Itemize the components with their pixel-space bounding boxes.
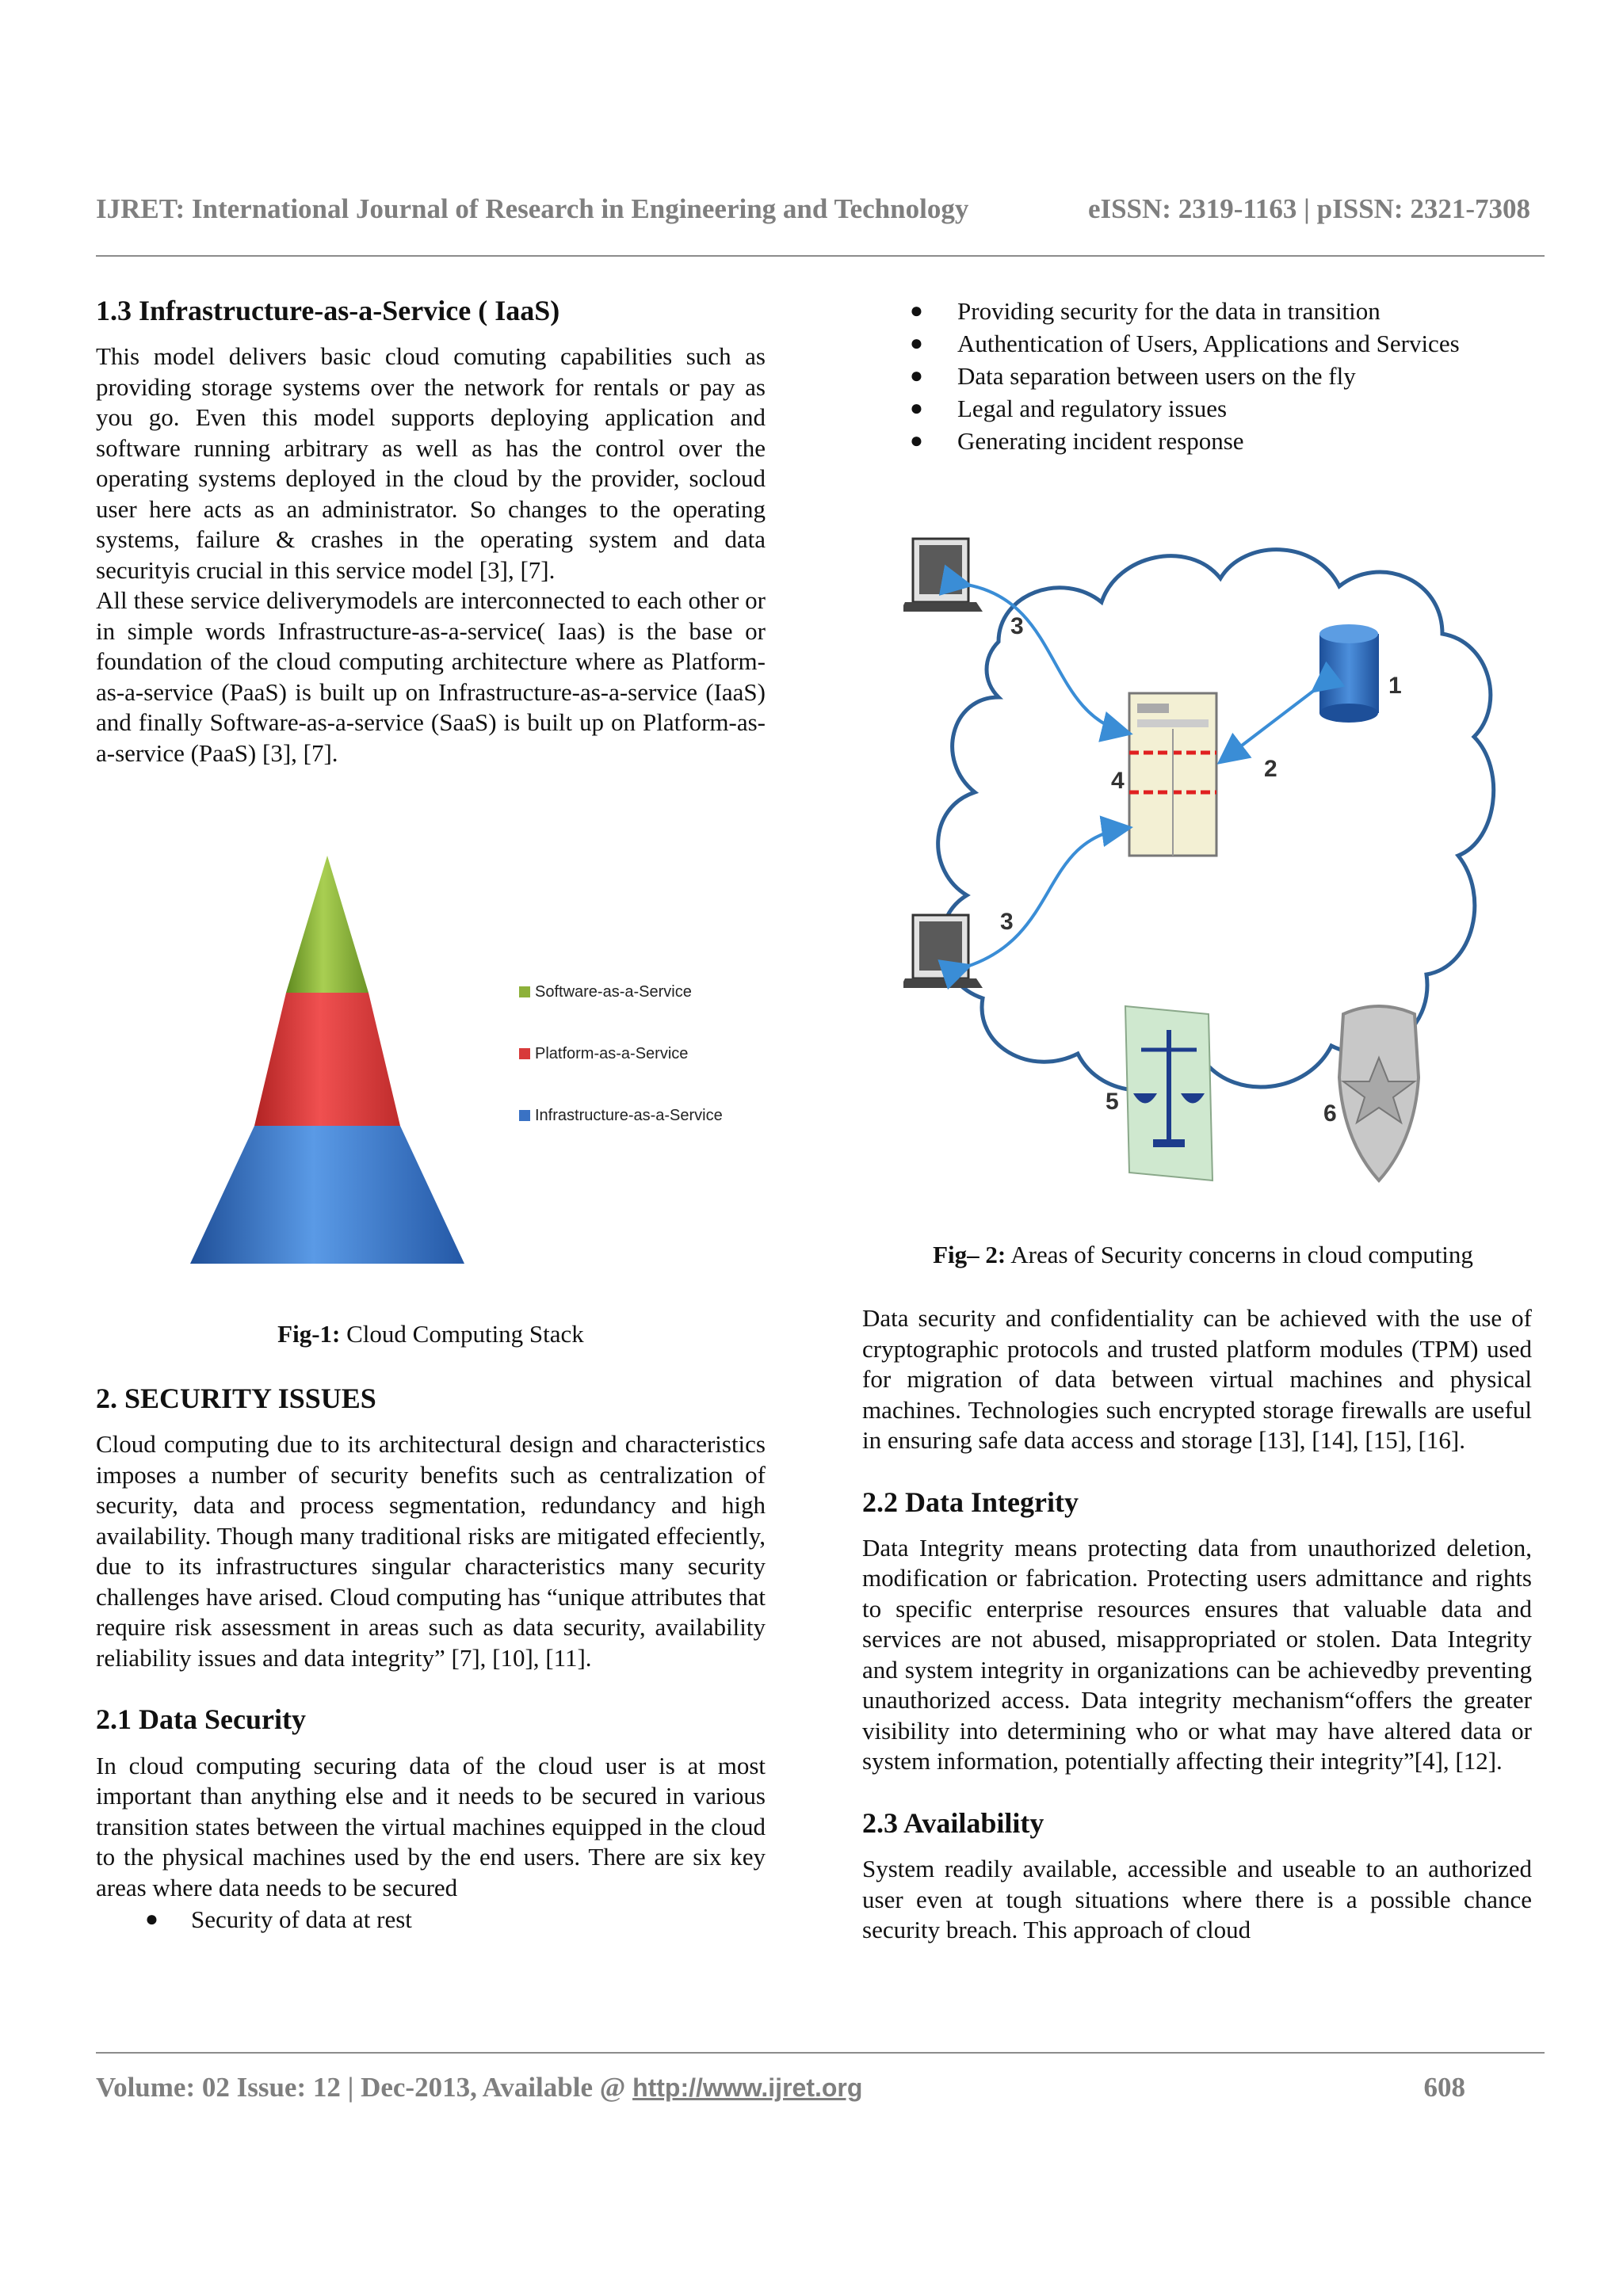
key-areas-list-right [862,295,1544,457]
legend-label: Infrastructure-as-a-Service [535,1107,723,1124]
journal-link[interactable]: http://www.ijret.org [632,2073,863,2102]
saas-layer [286,856,369,993]
legend-item-paas [519,1044,723,1063]
issn: eISSN: 2319-1163 | pISSN: 2321-7308 [1087,193,1530,224]
list-item: ● Data separation between users on the fly [910,362,1356,390]
section-2-1-paragraph: In cloud computing securing data of the cloud user is at most important than anything else and it needs to be secured in various transition states between the virtual machines equipped in the cloud to the physical machines used by the end users. There are six key areas where data needs to be secured [96,1751,766,1901]
laptop-icon [903,915,983,988]
section-2-title: 2. SECURITY ISSUES [96,1383,376,1414]
left-column-bottom [96,1383,766,1936]
cloud-security-diagram [903,523,1506,1204]
iaas-layer [190,1126,464,1264]
running-footer [96,2072,1465,2103]
label-4: 4 [1111,768,1125,794]
list-item: ● Providing security for the data in transition [910,297,1381,325]
list-item: ● Authentication of Users, Applications and Services [910,330,1460,357]
figure-1 [178,852,733,1272]
caption-text: Areas of Security concerns in cloud computing [1006,1241,1473,1268]
arrow-laptop-server [967,828,1127,967]
volume-info: Volume: 02 Issue: 12 | Dec-2013, Available @ [96,2072,633,2103]
section-1-3-title: 1.3 Infrastructure-as-a-Service ( IaaS) [96,295,560,326]
label-5: 5 [1106,1089,1119,1115]
footer-rule [96,2052,1545,2054]
label-3-top: 3 [1010,613,1024,639]
journal-title: IJRET: International Journal of Research in Engineering and Technology [96,193,969,224]
running-header [96,193,1530,225]
section-2-2-paragraph: Data Integrity means protecting data from unauthorized deletion, modification or fabrication. Protecting users admittance and rights to specific enterprise resources ensures that valuable data and services are not abused, misappropriated or stolen. Data Integrity and system integrity in organizations can be achievedby preventing unauthorized access. Data integrity mechanism“offers the greater visibility into determining who or what may have altered data or system information, potentially affecting their integrity”[4], [12]. [862,1533,1532,1775]
arrow-laptop-server [967,585,1127,733]
badge-icon [1339,1006,1419,1180]
arrow-server-database [1222,689,1316,761]
figure-1-caption [96,1319,766,1348]
right-column-top [862,295,1544,457]
label-3-bottom: 3 [1000,909,1014,935]
label-6: 6 [1323,1100,1337,1127]
key-areas-list-left [96,1903,766,1936]
page-number: 608 [1423,2072,1465,2103]
database-icon [1319,624,1379,723]
left-column-top [96,295,766,769]
label-2: 2 [1264,756,1277,782]
paas-layer [254,993,400,1126]
list-item: ● Legal and regulatory issues [910,395,1228,422]
right-column-bottom [862,1303,1532,1946]
list-item: ● Generating incident response [910,427,1244,455]
legend-swatch [519,1048,530,1059]
server-icon [1129,693,1216,856]
laptop-icon [903,539,983,612]
legal-scales-icon [1125,1006,1212,1180]
figure-1-legend [519,982,723,1125]
legend-swatch [519,1110,530,1121]
section-1-3-paragraph-2: All these service deliverymodels are interconnected to each other or in simple words Infrastructure-as-a-service( Iaas) is the base or foundation of the cloud computing architecture where as Platform-as-a-service (PaaS) is built up on Infrastructure-as-a-service (IaaS) and finally Software-as-a-service (SaaS) is built up on Platform-as-a-service (PaaS) [3], [7]. [96,586,766,767]
legend-label: Software-as-a-Service [535,983,692,1001]
section-2-paragraph: Cloud computing due to its architectural design and characteristics imposes a number of security benefits such as centralization of security, data and process segmentation, redundancy and high availability. Though many traditional risks are mitigated effeciently, due to its infrastructures singular characteristics many security challenges have arised. Cloud computing has “unique attributes that require risk assessment in areas such as data security, availability reliability issues and data integrity” [7], [10], [11]. [96,1430,766,1672]
header-rule [96,255,1545,257]
caption-label: Fig– 2: [933,1241,1006,1268]
section-2-3-paragraph: System readily available, accessible and useable to an authorized user even at tough situations where there is a possible chance security breach. This approach of cloud [862,1855,1532,1944]
section-1-3-paragraph-1: This model delivers basic cloud comuting capabilities such as providing storage systems over the network for rentals or pay as you go. Even this model supports deploying application and software running arbitrary as well as has the control over the operating systems deployed in the cloud by the provider, socloud user here acts as an administrator. So changes to the operating systems, failure & crashes in the operating system and data securityis crucial in this service model [3], [7]. [96,342,766,584]
figure-2-caption [862,1240,1544,1269]
legend-swatch [519,986,530,997]
confidentiality-paragraph: Data security and confidentiality can be achieved with the use of cryptographic protocols and trusted platform modules (TPM) used for migration of data between virtual machines and physical machines. Technologies such encrypted storage firewalls are useful in ensuring safe data access and storage [13], [14], [15], [16]. [862,1304,1532,1454]
section-2-3-title: 2.3 Availability [862,1806,1044,1839]
legend-item-iaas [519,1106,723,1125]
legend-item-saas [519,982,723,1001]
label-1: 1 [1388,673,1402,699]
figure-2 [903,523,1506,1204]
legend-label: Platform-as-a-Service [535,1045,689,1062]
caption-text: Cloud Computing Stack [340,1320,584,1348]
list-item: ● Security of data at rest [145,1905,412,1934]
section-2-1-title: 2.1 Data Security [96,1703,306,1736]
caption-label: Fig-1: [277,1320,341,1348]
section-2-2-title: 2.2 Data Integrity [862,1486,1079,1518]
